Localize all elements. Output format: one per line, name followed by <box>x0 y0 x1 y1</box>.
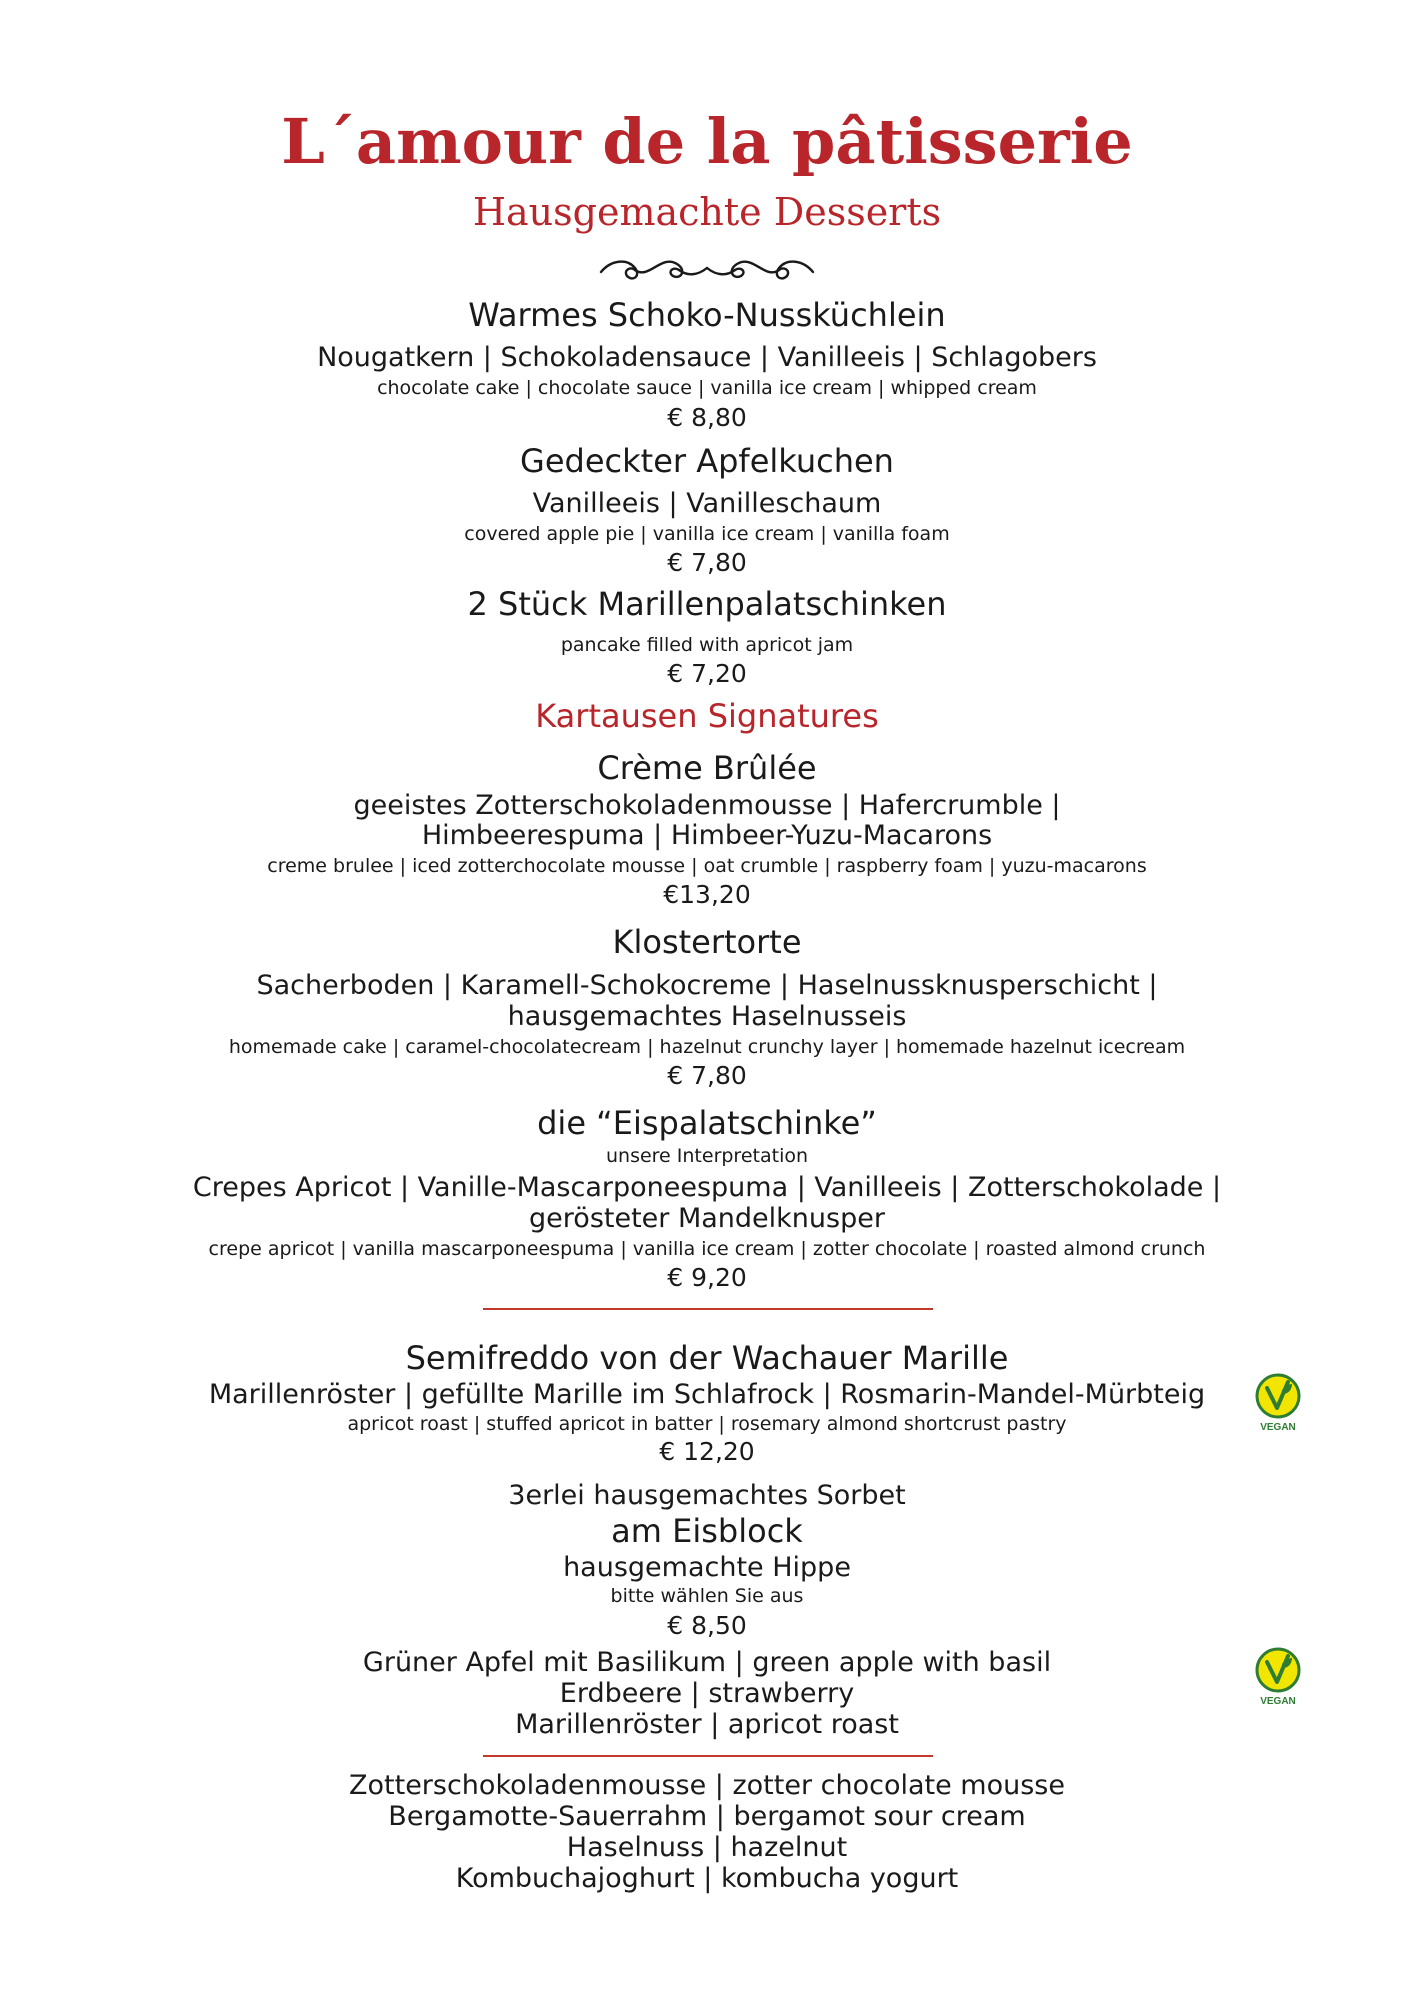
item-note: bitte wählen Sie aus <box>610 1585 804 1607</box>
item-description: Marillenröster | gefüllte Marille im Schlafrock | Rosmarin-Mandel-Mürbteig <box>208 1379 1206 1410</box>
section-divider <box>483 1308 933 1310</box>
vegan-badge-label: VEGAN <box>1260 1696 1296 1707</box>
item-price: € 8,80 <box>667 403 747 432</box>
item-english: homemade cake | caramel-chocolatecream | hazelnut crunchy layer | homemade hazelnut icecream <box>228 1036 1186 1058</box>
item-name: am Eisblock <box>611 1512 803 1550</box>
item-name: Crème Brûlée <box>597 749 817 787</box>
item-name: die “Eispalatschinke” <box>537 1104 877 1142</box>
sorbet-flavor: Erdbeere | strawberry <box>559 1678 855 1709</box>
item-description: hausgemachtes Haselnusseis <box>507 1001 907 1032</box>
item-description: Himbeerespuma | Himbeer-Yuzu-Macarons <box>421 820 993 851</box>
signatures-heading: Kartausen Signatures <box>535 697 879 735</box>
item-name: Klostertorte <box>612 923 802 961</box>
ornament-divider-icon <box>597 250 817 286</box>
item-description: gerösteter Mandelknusper <box>529 1203 885 1234</box>
menu-title: L´amour de la pâtisserie <box>281 105 1133 178</box>
sorbet-line: 3erlei hausgemachtes Sorbet <box>508 1480 906 1511</box>
item-english: creme brulee | iced zotterchocolate mousse | oat crumble | raspberry foam | yuzu-macarons <box>267 855 1147 877</box>
sorbet-flavor: Bergamotte-Sauerrahm | bergamot sour cream <box>388 1801 1026 1832</box>
item-note: unsere Interpretation <box>605 1145 809 1167</box>
item-description: Nougatkern | Schokoladensauce | Vanilleeis | Schlagobers <box>317 342 1097 373</box>
item-name: Gedeckter Apfelkuchen <box>520 442 894 480</box>
sorbet-flavor: Marillenröster | apricot roast <box>515 1709 899 1740</box>
item-price: € 9,20 <box>667 1263 747 1292</box>
section-divider <box>483 1755 933 1757</box>
item-description: geeistes Zotterschokoladenmousse | Hafercrumble | <box>353 790 1061 821</box>
item-price: €13,20 <box>663 880 751 909</box>
sorbet-flavor: Zotterschokoladenmousse | zotter chocolate mousse <box>349 1770 1065 1801</box>
item-name: Semifreddo von der Wachauer Marille <box>405 1339 1009 1377</box>
item-english: covered apple pie | vanilla ice cream | vanilla foam <box>464 523 950 545</box>
vegan-icon <box>1252 1646 1304 1708</box>
sorbet-flavor: Kombuchajoghurt | kombucha yogurt <box>455 1863 959 1894</box>
item-english: crepe apricot | vanilla mascarponeespuma | vanilla ice cream | zotter chocolate | roasted almond crunch <box>208 1238 1206 1260</box>
sorbet-flavor: Haselnuss | hazelnut <box>566 1832 848 1863</box>
item-english: apricot roast | stuffed apricot in batter | rosemary almond shortcrust pastry <box>347 1413 1067 1435</box>
vegan-badge-label: VEGAN <box>1260 1422 1296 1433</box>
item-english: pancake filled with apricot jam <box>560 634 854 656</box>
item-description: Vanilleeis | Vanilleschaum <box>532 488 882 519</box>
menu-subtitle: Hausgemachte Desserts <box>472 190 942 234</box>
item-price: € 7,20 <box>667 659 747 688</box>
vegan-icon <box>1252 1372 1304 1434</box>
item-name: Warmes Schoko-Nussküchlein <box>468 296 946 334</box>
item-price: € 7,80 <box>667 548 747 577</box>
item-english: chocolate cake | chocolate sauce | vanilla ice cream | whipped cream <box>377 377 1037 399</box>
item-price: € 8,50 <box>667 1611 747 1640</box>
item-description: Crepes Apricot | Vanille-Mascarponeespuma | Vanilleeis | Zotterschokolade | <box>192 1172 1222 1203</box>
item-name: 2 Stück Marillenpalatschinken <box>467 585 947 623</box>
item-price: € 7,80 <box>667 1061 747 1090</box>
item-price: € 12,20 <box>659 1437 755 1466</box>
item-description: hausgemachte Hippe <box>563 1552 851 1583</box>
item-description: Sacherboden | Karamell-Schokocreme | Haselnussknusperschicht | <box>256 970 1158 1001</box>
sorbet-flavor: Grüner Apfel mit Basilikum | green apple with basil <box>362 1647 1052 1678</box>
